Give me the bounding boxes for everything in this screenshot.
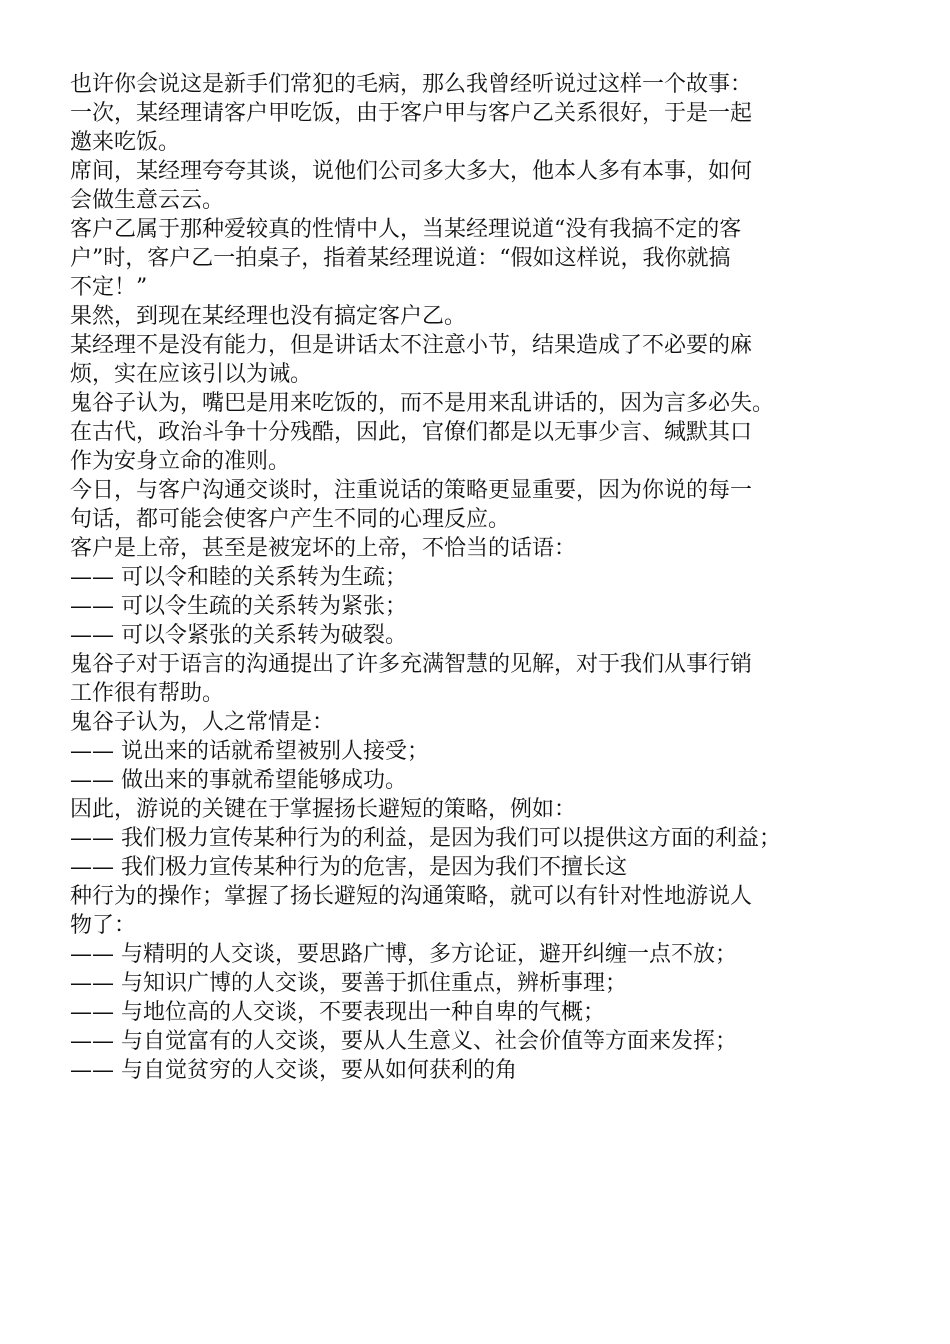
list-item: —— 与自觉富有的人交谈，要从人生意义、社会价值等方面来发挥； <box>70 1029 737 1054</box>
text-line: 也许你会说这是新手们常犯的毛病，那么我曾经听说过这样一个故事： <box>70 72 753 97</box>
text-line: 邀来吃饭。 <box>70 130 181 155</box>
list-item: —— 我们极力宣传某种行为的利益，是因为我们可以提供这方面的利益； <box>70 826 781 851</box>
list-item: —— 可以令紧张的关系转为破裂。 <box>70 623 407 648</box>
text-line: 鬼谷子认为，嘴巴是用来吃饭的，而不是用来乱讲话的，因为言多必失。 <box>70 391 775 416</box>
list-item: —— 我们极力宣传某种行为的危害，是因为我们不擅长这 <box>70 855 627 880</box>
text-line: 今日，与客户沟通交谈时，注重说话的策略更显重要，因为你说的每一 <box>70 478 753 503</box>
list-item: —— 与地位高的人交谈，不要表现出一种自卑的气概； <box>70 1000 605 1025</box>
list-item: —— 可以令和睦的关系转为生疏； <box>70 565 407 590</box>
list-item: —— 与自觉贫穷的人交谈，要从如何获利的角 <box>70 1058 517 1083</box>
text-line: 鬼谷子对于语言的沟通提出了许多充满智慧的见解，对于我们从事行销 <box>70 652 753 677</box>
list-item: —— 说出来的话就希望被别人接受； <box>70 739 429 764</box>
list-item: —— 做出来的事就希望能够成功。 <box>70 768 407 793</box>
text-line: 物了： <box>70 913 137 938</box>
text-line: 烦，实在应该引以为诫。 <box>70 362 313 387</box>
text-line: 户”时，客户乙一拍桌子，指着某经理说道：“假如这样说，我你就搞 <box>70 246 731 271</box>
text-line: 工作很有帮助。 <box>70 681 225 706</box>
text-line: 句话，都可能会使客户产生不同的心理反应。 <box>70 507 511 532</box>
text-line: 席间，某经理夸夸其谈，说他们公司多大多大，他本人多有本事，如何 <box>70 159 753 184</box>
text-line: 作为安身立命的准则。 <box>70 449 291 474</box>
text-line: 某经理不是没有能力，但是讲话太不注意小节，结果造成了不必要的麻 <box>70 333 753 358</box>
text-line: 果然，到现在某经理也没有搞定客户乙。 <box>70 304 467 329</box>
text-line: 在古代，政治斗争十分残酷，因此，官僚们都是以无事少言、缄默其口 <box>70 420 753 445</box>
text-line: 种行为的操作；掌握了扬长避短的沟通策略，就可以有针对性地游说人 <box>70 884 753 909</box>
text-line: 客户是上帝，甚至是被宠坏的上帝，不恰当的话语： <box>70 536 577 561</box>
text-line: 客户乙属于那种爱较真的性情中人，当某经理说道“没有我搞不定的客 <box>70 217 742 242</box>
list-item: —— 与知识广博的人交谈，要善于抓住重点，辨析事理； <box>70 971 627 996</box>
text-line: 会做生意云云。 <box>70 188 225 213</box>
text-line: 不定！” <box>70 275 148 300</box>
document-body <box>70 70 910 1085</box>
list-item: —— 可以令生疏的关系转为紧张； <box>70 594 407 619</box>
text-line: 鬼谷子认为，人之常情是： <box>70 710 335 735</box>
list-item: —— 与精明的人交谈，要思路广博，多方论证，避开纠缠一点不放； <box>70 942 737 967</box>
text-line: 一次，某经理请客户甲吃饭，由于客户甲与客户乙关系很好，于是一起 <box>70 101 753 126</box>
text-line: 因此，游说的关键在于掌握扬长避短的策略，例如： <box>70 797 577 822</box>
